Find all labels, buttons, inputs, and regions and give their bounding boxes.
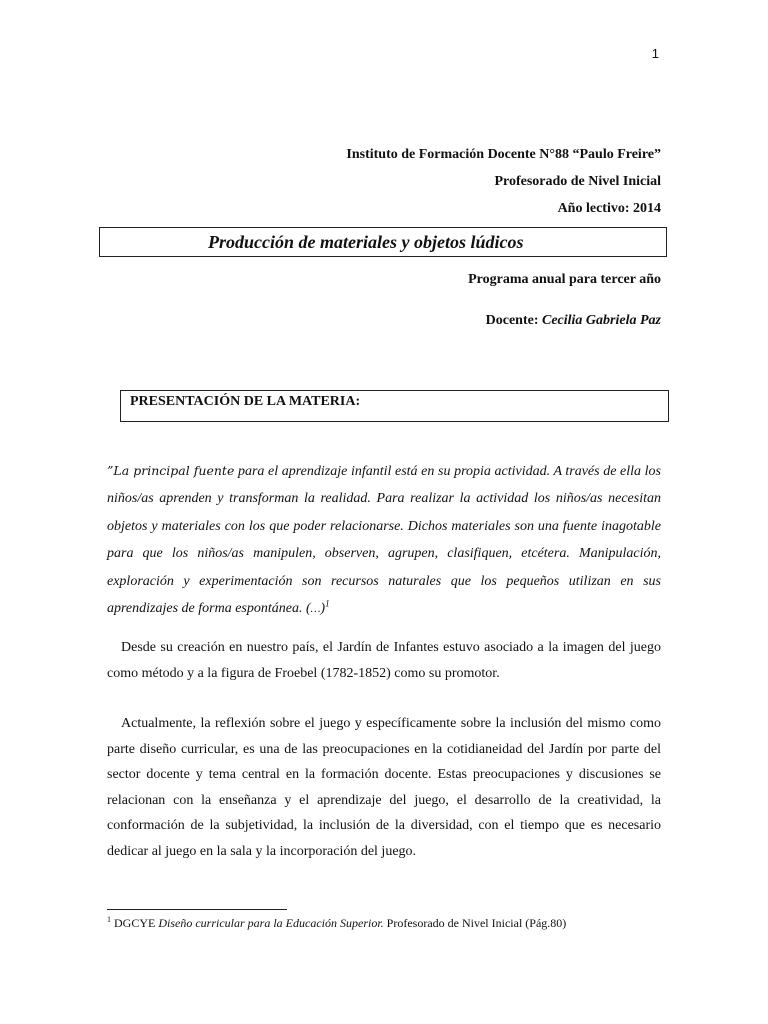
footnote-marker: 1 — [107, 915, 111, 924]
body-paragraph: Desde su creación en nuestro país, el Jardín de Infantes estuvo asociado a la imagen del juego como método y a la figura de Froebel (1782-1852) como su promotor. — [107, 640, 661, 681]
body-paragraph: Actualmente, la reflexión sobre el juego y específicamente sobre la inclusión del mismo como parte diseño curricular, es una de las preocupaciones en la cotidianeidad del Jardín por parte del sector docente y tema central en la formación docente. Estas preocupaciones y discusiones se relacionan con la enseñanza y el aprendizaje del juego, el desarrollo de la creatividad, la conformación de la subjetividad, la inclusión de la diversidad, con el tiempo que es necesario dedicar al juego en la sala y la incorporación del juego. — [107, 716, 661, 859]
footnote-title: Diseño curricular para la Educación Superior. — [158, 916, 384, 930]
teacher-name: Cecilia Gabriela Paz — [542, 313, 661, 328]
footnote — [107, 916, 566, 931]
quote-ellipsis: … — [310, 603, 321, 616]
quote-open: ”La principal fuente — [107, 463, 235, 478]
section-heading-box — [120, 390, 669, 422]
quote-paragraph — [107, 457, 661, 623]
institute-name: Instituto de Formación Docente N°88 “Paulo Freire” — [346, 147, 661, 162]
title-box — [99, 227, 667, 257]
page-number: 1 — [651, 46, 659, 61]
section-heading: PRESENTACIÓN DE LA MATERIA: — [130, 394, 361, 409]
footnote-separator — [107, 909, 287, 910]
teacher-label: Docente: — [485, 313, 539, 328]
document-title: Producción de materiales y objetos lúdicos — [208, 231, 524, 252]
teacher-line — [486, 313, 661, 329]
program-name: Profesorado de Nivel Inicial — [494, 174, 661, 189]
footnote-suffix: Profesorado de Nivel Inicial (Pág.80) — [383, 916, 567, 930]
quote-body: para el aprendizaje infantil está en su propia actividad. A través de ella los niños/as aprenden y transforman la realidad. Para realizar la actividad los niños/as necesitan objetos y materiales con los que poder relacionarse. Dichos materiales son una fuente inagotable para que los niños/as manipulen, observen, agrupen, clasifiquen, etcétera. Manipulación, exploración y experimentación son recursos naturales que los pequeños utilizan en sus aprendizajes de forma espontánea. ( — [107, 464, 661, 617]
footnote-prefix: DGCYE — [111, 916, 159, 930]
footnote-reference: 1 — [325, 598, 330, 609]
academic-year: Año lectivo: 2014 — [557, 201, 661, 216]
quote-close: ) — [320, 601, 326, 617]
document-subtitle: Programa anual para tercer año — [468, 272, 661, 287]
